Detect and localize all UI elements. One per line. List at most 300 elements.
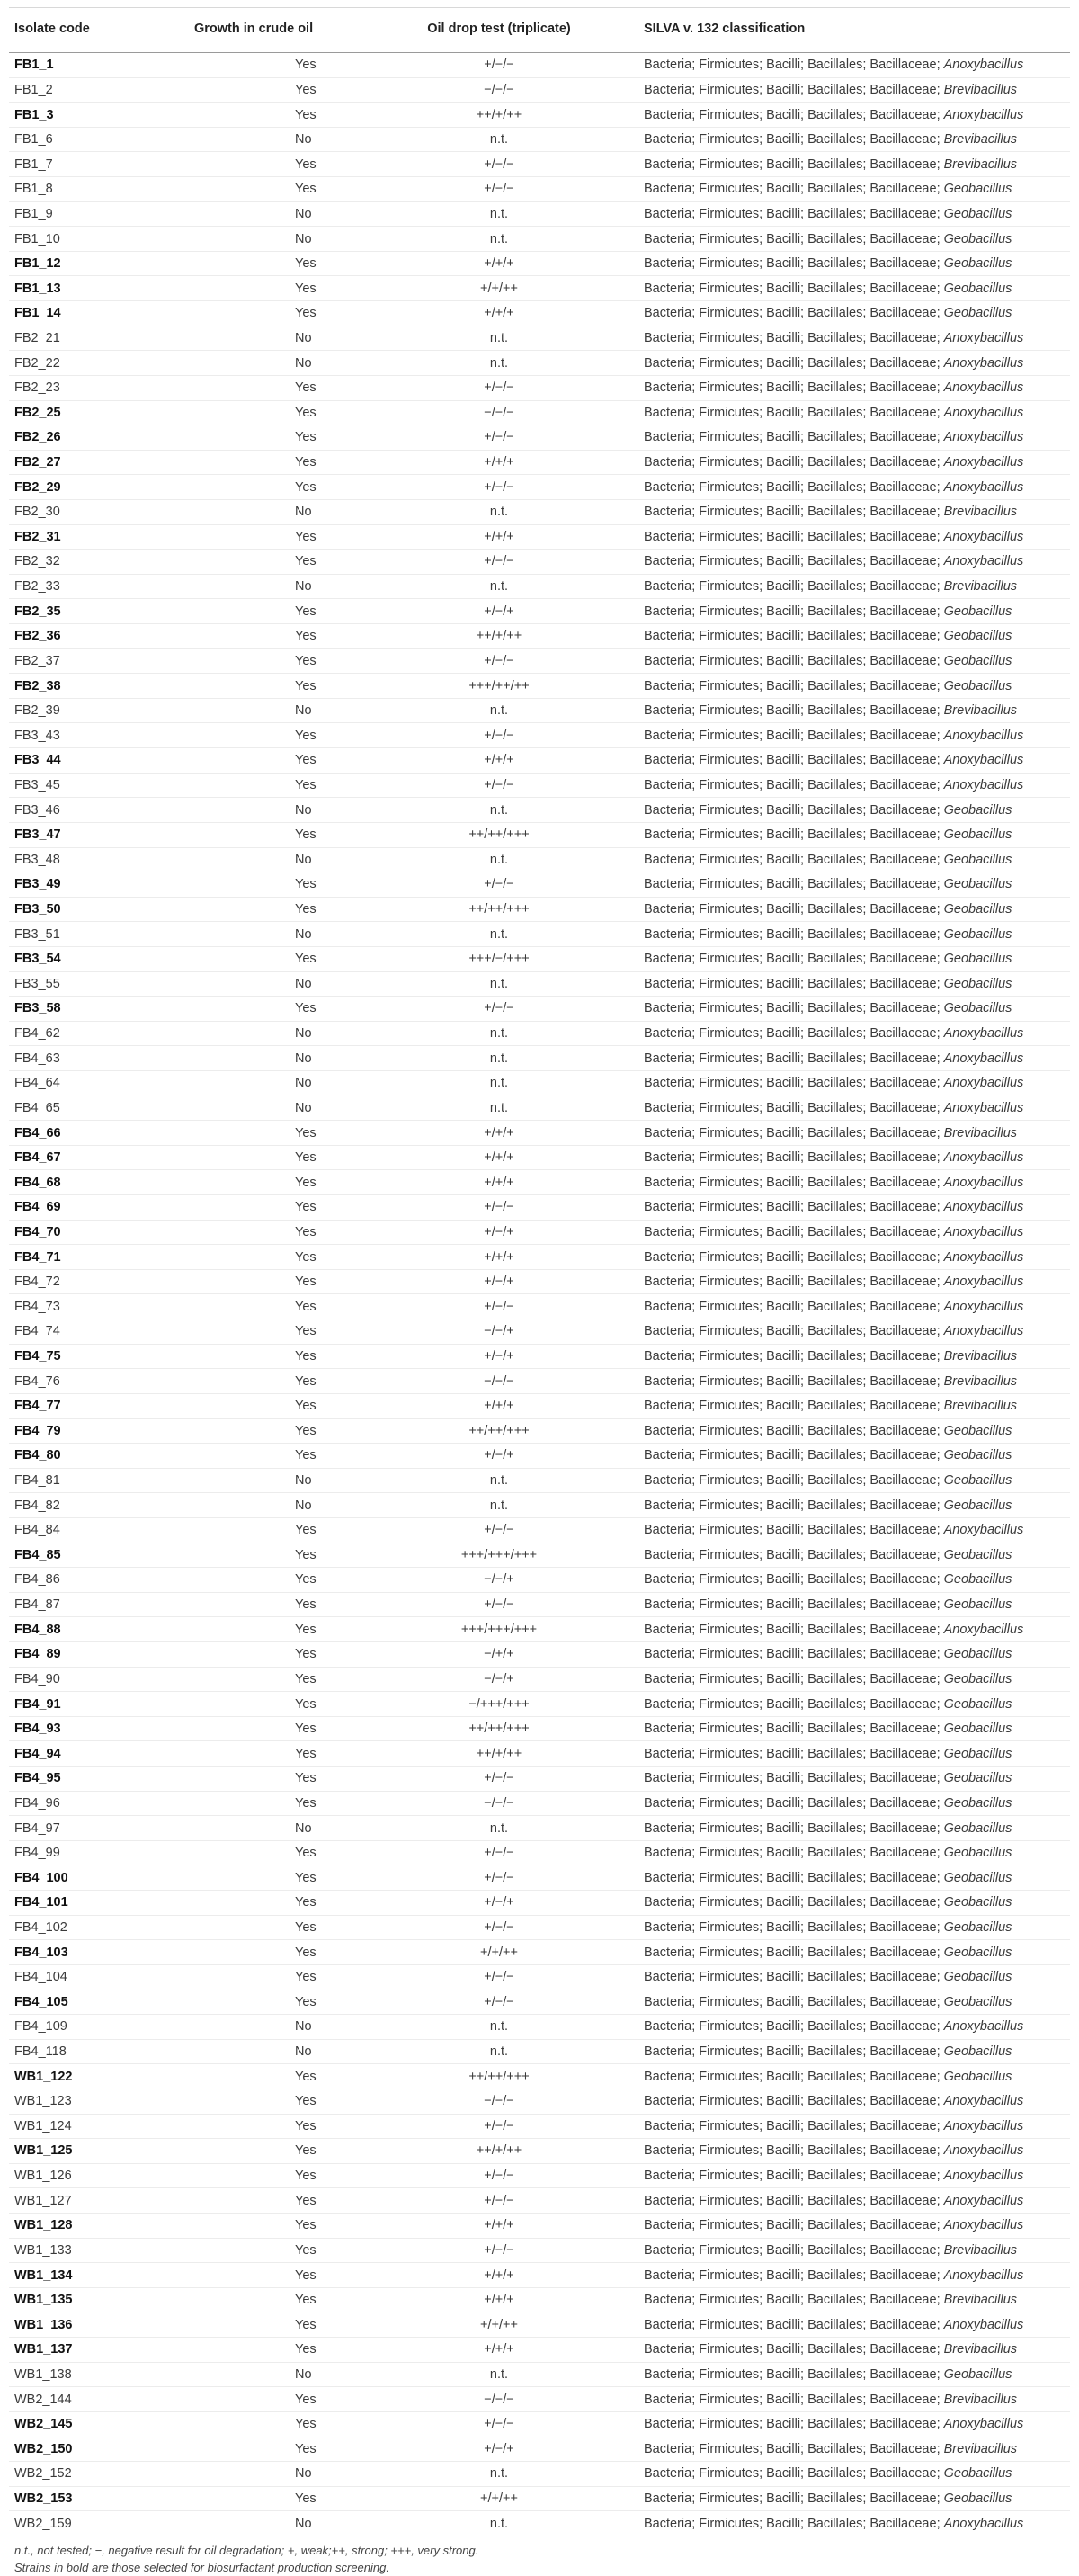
- growth-cell: Yes: [295, 1373, 317, 1389]
- genus-name: Geobacillus: [943, 604, 1012, 619]
- taxonomy-prefix: Bacteria; Firmicutes; Bacilli; Bacillales; Bacillaceae;: [644, 1572, 941, 1588]
- table-row: [9, 1716, 1070, 1741]
- growth-cell: No: [295, 355, 312, 371]
- table-row: [9, 450, 1070, 475]
- oil-drop-cell: +/−/+: [484, 1895, 514, 1910]
- taxonomy-prefix: Bacteria; Firmicutes; Bacilli; Bacillales; Bacillaceae;: [644, 1746, 941, 1761]
- table-row: [9, 2064, 1070, 2089]
- genus-name: Brevibacillus: [943, 505, 1018, 520]
- taxonomy-prefix: Bacteria; Firmicutes; Bacilli; Bacillales; Bacillaceae;: [644, 355, 941, 371]
- genus-name: Anoxybacillus: [943, 1175, 1024, 1190]
- classification-cell: [638, 2238, 1070, 2263]
- genus-name: Geobacillus: [943, 902, 1012, 917]
- growth-cell: Yes: [295, 82, 317, 97]
- table-row: [9, 624, 1070, 649]
- growth-cell: Yes: [295, 1399, 317, 1414]
- table-row: [9, 1493, 1070, 1518]
- oil-drop-cell: −/−/−: [484, 2392, 514, 2407]
- isolate-code-cell: FB4_99: [14, 1846, 60, 1861]
- taxonomy-prefix: Bacteria; Firmicutes; Bacilli; Bacillales; Bacillaceae;: [644, 1473, 941, 1489]
- table-row: [9, 2511, 1070, 2536]
- taxonomy-prefix: Bacteria; Firmicutes; Bacilli; Bacillales; Bacillaceae;: [644, 2019, 941, 2035]
- table-row: [9, 723, 1070, 748]
- taxonomy-prefix: Bacteria; Firmicutes; Bacilli; Bacillales; Bacillaceae;: [644, 1373, 941, 1389]
- genus-name: Geobacillus: [943, 629, 1012, 644]
- isolate-code-cell: FB2_21: [14, 331, 60, 345]
- taxonomy-prefix: Bacteria; Firmicutes; Bacilli; Bacillales; Bacillaceae;: [644, 331, 941, 345]
- growth-cell: No: [295, 976, 312, 991]
- taxonomy-prefix: Bacteria; Firmicutes; Bacilli; Bacillales; Bacillaceae;: [644, 952, 941, 967]
- table-row: [9, 77, 1070, 103]
- growth-cell: Yes: [295, 1299, 317, 1314]
- genus-name: Geobacillus: [943, 1970, 1012, 1985]
- oil-drop-cell: +/−/+: [484, 1348, 514, 1364]
- taxonomy-prefix: Bacteria; Firmicutes; Bacilli; Bacillales; Bacillaceae;: [644, 2044, 941, 2060]
- isolate-code-cell: FB4_105: [14, 1994, 68, 2009]
- growth-cell: Yes: [295, 107, 317, 122]
- growth-cell: No: [295, 132, 312, 148]
- classification-cell: [638, 1617, 1070, 1642]
- taxonomy-prefix: Bacteria; Firmicutes; Bacilli; Bacillales; Bacillaceae;: [644, 678, 941, 693]
- taxonomy-prefix: Bacteria; Firmicutes; Bacilli; Bacillales; Bacillaceae;: [644, 157, 941, 172]
- growth-cell: Yes: [295, 2193, 317, 2208]
- growth-cell: Yes: [295, 2342, 317, 2357]
- classification-cell: [638, 77, 1070, 103]
- genus-name: Anoxybacillus: [943, 1275, 1024, 1290]
- taxonomy-prefix: Bacteria; Firmicutes; Bacilli; Bacillales; Bacillaceae;: [644, 604, 941, 619]
- taxonomy-prefix: Bacteria; Firmicutes; Bacilli; Bacillales; Bacillaceae;: [644, 2417, 941, 2432]
- genus-name: Anoxybacillus: [943, 455, 1024, 470]
- isolate-code-cell: FB2_27: [14, 455, 61, 470]
- genus-name: Geobacillus: [943, 1572, 1012, 1588]
- isolate-code-cell: FB4_91: [14, 1696, 61, 1712]
- classification-cell: [638, 674, 1070, 699]
- genus-name: Geobacillus: [943, 653, 1012, 668]
- classification-cell: [638, 301, 1070, 326]
- taxonomy-prefix: Bacteria; Firmicutes; Bacilli; Bacillales; Bacillaceae;: [644, 1224, 941, 1239]
- genus-name: Geobacillus: [943, 1671, 1012, 1686]
- genus-name: Anoxybacillus: [943, 2143, 1024, 2159]
- growth-cell: Yes: [295, 1920, 317, 1935]
- isolate-code-cell: FB4_88: [14, 1622, 61, 1637]
- growth-cell: Yes: [295, 728, 317, 743]
- classification-cell: [638, 1692, 1070, 1717]
- table-row: [9, 1294, 1070, 1319]
- taxonomy-prefix: Bacteria; Firmicutes; Bacilli; Bacillales; Bacillaceae;: [644, 1150, 941, 1166]
- oil-drop-cell: +/+/+: [484, 529, 514, 544]
- isolate-code-cell: FB4_104: [14, 1970, 67, 1985]
- growth-cell: No: [295, 2019, 312, 2035]
- genus-name: Anoxybacillus: [943, 2118, 1024, 2133]
- table-row: [9, 1791, 1070, 1816]
- classification-cell: [638, 1245, 1070, 1270]
- taxonomy-prefix: Bacteria; Firmicutes; Bacilli; Bacillales; Bacillaceae;: [644, 2118, 941, 2133]
- genus-name: Anoxybacillus: [943, 1150, 1024, 1166]
- genus-name: Geobacillus: [943, 2466, 1012, 2482]
- oil-drop-cell: ++/+/++: [476, 629, 522, 644]
- taxonomy-prefix: Bacteria; Firmicutes; Bacilli; Bacillales; Bacillaceae;: [644, 1026, 941, 1042]
- classification-cell: [638, 1294, 1070, 1319]
- growth-cell: No: [295, 2366, 312, 2382]
- classification-cell: [638, 177, 1070, 202]
- isolate-code-cell: FB1_1: [14, 58, 54, 73]
- genus-name: Geobacillus: [943, 1795, 1012, 1811]
- classification-cell: [638, 2214, 1070, 2239]
- isolate-code-cell: WB1_128: [14, 2218, 73, 2233]
- table-row: [9, 2163, 1070, 2188]
- oil-drop-cell: +/−/−: [484, 2193, 514, 2208]
- genus-name: Geobacillus: [943, 1498, 1012, 1513]
- oil-drop-cell: −/+/+: [484, 1647, 514, 1662]
- taxonomy-prefix: Bacteria; Firmicutes; Bacilli; Bacillales; Bacillaceae;: [644, 2317, 941, 2332]
- taxonomy-prefix: Bacteria; Firmicutes; Bacilli; Bacillales; Bacillaceae;: [644, 976, 941, 991]
- classification-cell: [638, 127, 1070, 152]
- oil-drop-cell: −/−/+: [484, 1324, 514, 1339]
- classification-cell: [638, 1319, 1070, 1345]
- taxonomy-prefix: Bacteria; Firmicutes; Bacilli; Bacillales; Bacillaceae;: [644, 2342, 941, 2357]
- oil-drop-cell: +++/++/++: [468, 678, 530, 693]
- oil-drop-cell: +/−/−: [484, 554, 514, 569]
- isolate-code-cell: FB4_96: [14, 1795, 60, 1811]
- taxonomy-prefix: Bacteria; Firmicutes; Bacilli; Bacillales; Bacillaceae;: [644, 902, 941, 917]
- classification-cell: [638, 2163, 1070, 2188]
- taxonomy-prefix: Bacteria; Firmicutes; Bacilli; Bacillales; Bacillaceae;: [644, 1870, 941, 1885]
- classification-cell: [638, 2411, 1070, 2437]
- taxonomy-prefix: Bacteria; Firmicutes; Bacilli; Bacillales; Bacillaceae;: [644, 1125, 941, 1140]
- growth-cell: Yes: [295, 1125, 317, 1140]
- isolate-code-cell: FB3_48: [14, 852, 60, 867]
- genus-name: Geobacillus: [943, 231, 1012, 246]
- genus-name: Brevibacillus: [943, 579, 1018, 595]
- table-row: [9, 1021, 1070, 1046]
- table-row: [9, 499, 1070, 524]
- classification-cell: [638, 822, 1070, 847]
- table-row: [9, 400, 1070, 425]
- table-row: [9, 1816, 1070, 1841]
- isolate-code-cell: FB2_29: [14, 479, 61, 495]
- genus-name: Geobacillus: [943, 952, 1012, 967]
- table-row: [9, 1170, 1070, 1195]
- table-row: [9, 1840, 1070, 1865]
- classification-cell: [638, 2139, 1070, 2164]
- taxonomy-prefix: Bacteria; Firmicutes; Bacilli; Bacillales; Bacillaceae;: [644, 132, 941, 148]
- isolate-code-cell: FB2_33: [14, 579, 60, 595]
- classification-cell: [638, 847, 1070, 872]
- growth-cell: Yes: [295, 1970, 317, 1985]
- growth-cell: Yes: [295, 58, 317, 73]
- table-row: [9, 648, 1070, 674]
- oil-drop-cell: +/−/−: [484, 430, 514, 445]
- oil-drop-cell: +/−/−: [484, 653, 514, 668]
- isolate-code-cell: WB2_159: [14, 2516, 72, 2531]
- oil-drop-cell: ++/++/+++: [468, 1423, 530, 1438]
- table-row: [9, 2486, 1070, 2511]
- isolate-code-cell: FB1_8: [14, 182, 53, 197]
- growth-cell: Yes: [295, 1547, 317, 1562]
- taxonomy-prefix: Bacteria; Firmicutes; Bacilli; Bacillales; Bacillaceae;: [644, 2267, 941, 2283]
- taxonomy-prefix: Bacteria; Firmicutes; Bacilli; Bacillales; Bacillaceae;: [644, 1348, 941, 1364]
- table-row: [9, 1046, 1070, 1071]
- oil-drop-cell: n.t.: [489, 926, 509, 942]
- growth-cell: Yes: [295, 306, 317, 321]
- oil-drop-cell: +/+/+: [484, 1150, 514, 1166]
- isolate-code-cell: FB4_93: [14, 1722, 61, 1737]
- isolate-code-cell: FB4_109: [14, 2019, 67, 2035]
- growth-cell: Yes: [295, 1622, 317, 1637]
- isolate-code-cell: WB1_125: [14, 2143, 73, 2159]
- oil-drop-cell: n.t.: [489, 231, 509, 246]
- growth-cell: Yes: [295, 1795, 317, 1811]
- isolate-code-cell: FB1_13: [14, 281, 61, 296]
- oil-drop-cell: +/−/−: [484, 2118, 514, 2133]
- genus-name: Brevibacillus: [943, 1373, 1018, 1389]
- taxonomy-prefix: Bacteria; Firmicutes; Bacilli; Bacillales; Bacillaceae;: [644, 554, 941, 569]
- genus-name: Brevibacillus: [943, 2293, 1018, 2308]
- classification-cell: [638, 997, 1070, 1022]
- taxonomy-prefix: Bacteria; Firmicutes; Bacilli; Bacillales; Bacillaceae;: [644, 2491, 941, 2507]
- taxonomy-prefix: Bacteria; Firmicutes; Bacilli; Bacillales; Bacillaceae;: [644, 629, 941, 644]
- oil-drop-cell: +/−/−: [484, 1001, 514, 1016]
- genus-name: Geobacillus: [943, 1994, 1012, 2009]
- isolate-code-cell: FB4_74: [14, 1324, 60, 1339]
- taxonomy-prefix: Bacteria; Firmicutes; Bacilli; Bacillales; Bacillaceae;: [644, 107, 941, 122]
- growth-cell: Yes: [295, 2293, 317, 2308]
- table-row: [9, 251, 1070, 276]
- classification-cell: [638, 2362, 1070, 2387]
- isolate-code-cell: FB4_86: [14, 1572, 60, 1588]
- taxonomy-prefix: Bacteria; Firmicutes; Bacilli; Bacillales; Bacillaceae;: [644, 82, 941, 97]
- growth-cell: Yes: [295, 1275, 317, 1290]
- classification-cell: [638, 1741, 1070, 1767]
- table-row: [9, 1964, 1070, 1990]
- oil-drop-cell: n.t.: [489, 2466, 509, 2482]
- genus-name: Anoxybacillus: [943, 2019, 1024, 2035]
- isolate-code-cell: FB3_44: [14, 753, 61, 768]
- isolate-code-cell: FB2_37: [14, 653, 60, 668]
- genus-name: Geobacillus: [943, 678, 1012, 693]
- table-row: [9, 326, 1070, 351]
- genus-name: Anoxybacillus: [943, 2193, 1024, 2208]
- table-row: [9, 152, 1070, 177]
- oil-drop-cell: +/−/+: [484, 1224, 514, 1239]
- isolate-code-cell: FB1_2: [14, 82, 53, 97]
- isolate-code-cell: FB3_50: [14, 902, 61, 917]
- classification-cell: [638, 103, 1070, 128]
- growth-cell: Yes: [295, 281, 317, 296]
- oil-drop-cell: +++/−/+++: [468, 952, 530, 967]
- taxonomy-prefix: Bacteria; Firmicutes; Bacilli; Bacillales; Bacillaceae;: [644, 2516, 941, 2531]
- table-row: [9, 2411, 1070, 2437]
- classification-cell: [638, 1096, 1070, 1121]
- oil-drop-cell: +/−/−: [484, 777, 514, 792]
- oil-drop-cell: +/+/+: [484, 1125, 514, 1140]
- taxonomy-prefix: Bacteria; Firmicutes; Bacilli; Bacillales; Bacillaceae;: [644, 2069, 941, 2084]
- growth-cell: Yes: [295, 380, 317, 396]
- growth-cell: No: [295, 1498, 312, 1513]
- genus-name: Geobacillus: [943, 1547, 1012, 1562]
- oil-drop-cell: +/−/−: [484, 1920, 514, 1935]
- isolate-code-cell: WB1_123: [14, 2094, 72, 2109]
- oil-drop-cell: +/−/−: [484, 877, 514, 892]
- table-row: [9, 674, 1070, 699]
- oil-drop-cell: n.t.: [489, 976, 509, 991]
- isolate-code-cell: FB4_65: [14, 1100, 60, 1115]
- header-isolate-code: Isolate code: [9, 8, 189, 53]
- isolate-code-cell: WB2_152: [14, 2466, 72, 2482]
- isolate-code-cell: WB2_144: [14, 2392, 72, 2407]
- oil-drop-cell: +/+/+: [484, 2218, 514, 2233]
- table-row: [9, 1568, 1070, 1593]
- oil-drop-cell: +/+/++: [480, 281, 518, 296]
- genus-name: Brevibacillus: [943, 2242, 1018, 2258]
- table-row: [9, 2387, 1070, 2412]
- growth-cell: Yes: [295, 653, 317, 668]
- classification-cell: [638, 1767, 1070, 1792]
- oil-drop-cell: −/−/−: [484, 2094, 514, 2109]
- genus-name: Brevibacillus: [943, 132, 1018, 148]
- classification-cell: [638, 1170, 1070, 1195]
- taxonomy-prefix: Bacteria; Firmicutes; Bacilli; Bacillales; Bacillaceae;: [644, 703, 941, 719]
- classification-cell: [638, 2114, 1070, 2139]
- isolate-code-cell: FB4_89: [14, 1647, 61, 1662]
- taxonomy-prefix: Bacteria; Firmicutes; Bacilli; Bacillales; Bacillaceae;: [644, 1498, 941, 1513]
- genus-name: Geobacillus: [943, 852, 1012, 867]
- table-row: [9, 2338, 1070, 2363]
- taxonomy-prefix: Bacteria; Firmicutes; Bacilli; Bacillales; Bacillaceae;: [644, 1622, 941, 1637]
- genus-name: Anoxybacillus: [943, 2516, 1024, 2531]
- genus-name: Geobacillus: [943, 281, 1012, 296]
- genus-name: Geobacillus: [943, 2069, 1012, 2084]
- table-row: [9, 798, 1070, 823]
- classification-cell: [638, 1021, 1070, 1046]
- isolate-code-cell: FB3_54: [14, 952, 61, 967]
- genus-name: Geobacillus: [943, 1696, 1012, 1712]
- table-row: [9, 847, 1070, 872]
- taxonomy-prefix: Bacteria; Firmicutes; Bacilli; Bacillales; Bacillaceae;: [644, 1771, 941, 1786]
- oil-drop-cell: +/−/−: [484, 1846, 514, 1861]
- growth-cell: No: [295, 2516, 312, 2531]
- oil-drop-cell: +/−/+: [484, 604, 514, 619]
- table-row: [9, 177, 1070, 202]
- isolate-code-cell: FB1_3: [14, 107, 54, 122]
- table-row: [9, 1319, 1070, 1345]
- classification-cell: [638, 1444, 1070, 1469]
- classification-cell: [638, 971, 1070, 997]
- table-row: [9, 1915, 1070, 1940]
- table-row: [9, 1592, 1070, 1617]
- oil-drop-cell: ++/+/++: [476, 2143, 522, 2159]
- oil-drop-cell: n.t.: [489, 1820, 509, 1836]
- growth-cell: Yes: [295, 405, 317, 420]
- table-row: [9, 897, 1070, 922]
- table-row: [9, 922, 1070, 947]
- isolate-code-cell: FB4_97: [14, 1820, 60, 1836]
- taxonomy-prefix: Bacteria; Firmicutes; Bacilli; Bacillales; Bacillaceae;: [644, 2366, 941, 2382]
- isolate-code-cell: FB1_9: [14, 206, 53, 221]
- oil-drop-cell: +/−/+: [484, 2441, 514, 2456]
- taxonomy-prefix: Bacteria; Firmicutes; Bacilli; Bacillales; Bacillaceae;: [644, 256, 941, 272]
- growth-cell: Yes: [295, 1523, 317, 1538]
- taxonomy-prefix: Bacteria; Firmicutes; Bacilli; Bacillales; Bacillaceae;: [644, 579, 941, 595]
- table-row: [9, 1344, 1070, 1369]
- isolate-code-cell: FB4_103: [14, 1945, 68, 1960]
- oil-drop-cell: −/−/−: [484, 82, 514, 97]
- oil-drop-cell: n.t.: [489, 2366, 509, 2382]
- table-row: [9, 2362, 1070, 2387]
- table-row: [9, 425, 1070, 451]
- genus-name: Geobacillus: [943, 1771, 1012, 1786]
- oil-drop-cell: +/+/+: [484, 2342, 514, 2357]
- genus-name: Brevibacillus: [943, 82, 1018, 97]
- genus-name: Anoxybacillus: [943, 107, 1024, 122]
- genus-name: Geobacillus: [943, 1448, 1012, 1463]
- classification-cell: [638, 1990, 1070, 2015]
- classification-cell: [638, 1046, 1070, 1071]
- table-row: [9, 2462, 1070, 2487]
- table-row: [9, 1692, 1070, 1717]
- oil-drop-cell: +/−/−: [484, 479, 514, 495]
- growth-cell: Yes: [295, 604, 317, 619]
- table-row: [9, 2312, 1070, 2338]
- isolate-code-cell: FB2_30: [14, 505, 60, 520]
- table-row: [9, 2039, 1070, 2064]
- oil-drop-cell: +/−/−: [484, 1597, 514, 1613]
- growth-cell: No: [295, 1100, 312, 1115]
- taxonomy-prefix: Bacteria; Firmicutes; Bacilli; Bacillales; Bacillaceae;: [644, 802, 941, 818]
- classification-cell: [638, 326, 1070, 351]
- isolate-code-cell: FB4_90: [14, 1671, 60, 1686]
- classification-cell: [638, 1493, 1070, 1518]
- table-row: [9, 2287, 1070, 2312]
- genus-name: Brevibacillus: [943, 2392, 1018, 2407]
- table-row: [9, 1195, 1070, 1221]
- growth-cell: Yes: [295, 529, 317, 544]
- table-row: [9, 2263, 1070, 2288]
- table-row: [9, 524, 1070, 550]
- growth-cell: Yes: [295, 157, 317, 172]
- classification-cell: [638, 351, 1070, 376]
- classification-cell: [638, 748, 1070, 774]
- oil-drop-cell: +/−/−: [484, 1200, 514, 1215]
- classification-cell: [638, 276, 1070, 301]
- taxonomy-prefix: Bacteria; Firmicutes; Bacilli; Bacillales; Bacillaceae;: [644, 2169, 941, 2184]
- genus-name: Anoxybacillus: [943, 529, 1024, 544]
- growth-cell: No: [295, 206, 312, 221]
- genus-name: Geobacillus: [943, 1945, 1012, 1960]
- genus-name: Brevibacillus: [943, 1125, 1018, 1140]
- classification-cell: [638, 1121, 1070, 1146]
- growth-cell: No: [295, 1473, 312, 1489]
- growth-cell: Yes: [295, 455, 317, 470]
- isolate-code-cell: FB1_12: [14, 256, 61, 272]
- growth-cell: Yes: [295, 753, 317, 768]
- classification-cell: [638, 2015, 1070, 2040]
- isolate-code-cell: FB4_101: [14, 1895, 68, 1910]
- taxonomy-prefix: Bacteria; Firmicutes; Bacilli; Bacillales; Bacillaceae;: [644, 1895, 941, 1910]
- taxonomy-prefix: Bacteria; Firmicutes; Bacilli; Bacillales; Bacillaceae;: [644, 2143, 941, 2159]
- growth-cell: No: [295, 1076, 312, 1091]
- table-row: [9, 475, 1070, 500]
- genus-name: Geobacillus: [943, 206, 1012, 221]
- growth-cell: Yes: [295, 1647, 317, 1662]
- classification-cell: [638, 1840, 1070, 1865]
- taxonomy-prefix: Bacteria; Firmicutes; Bacilli; Bacillales; Bacillaceae;: [644, 1200, 941, 1215]
- oil-drop-cell: +/−/−: [484, 2242, 514, 2258]
- genus-name: Anoxybacillus: [943, 1076, 1024, 1091]
- isolate-code-cell: WB1_124: [14, 2118, 72, 2133]
- isolate-code-cell: FB3_49: [14, 877, 61, 892]
- genus-name: Geobacillus: [943, 2366, 1012, 2382]
